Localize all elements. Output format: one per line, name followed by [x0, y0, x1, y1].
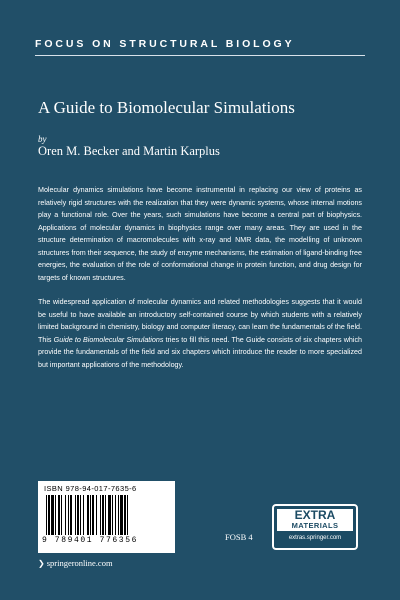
barcode-bar: [87, 495, 89, 535]
description-paragraph-2: [38, 296, 362, 371]
barcode-bar: [48, 495, 50, 535]
chevron-right-icon: ❯: [38, 559, 45, 568]
springer-link[interactable]: [38, 558, 113, 568]
barcode-digits: 9 789401 776356: [42, 536, 139, 545]
barcode-bar: [77, 495, 79, 535]
barcode-bar: [80, 495, 81, 535]
barcode-bar: [70, 495, 72, 535]
materials-word: MATERIALS: [291, 521, 339, 530]
description-paragraph-1: Molecular dynamics simulations have become instrumental in replacing our view of proteins as relatively rigid structures with the realization that they were dynamic systems, whose internal motions play a functional role. Over the years, such simulations have become a central part of biophysics. Applications of molecular dynamics in biophysics range over many areas. They are used in the structure determination of macromolecules with x-ray and NMR data, the modelling of unknown structures from their sequence, the study of enzyme mechanisms, the estimation of ligand-binding free energies, the evaluation of the role of conformational change in protein function, and drug design for targets of known structures.: [38, 186, 362, 282]
extras-url: extras.springer.com: [288, 535, 342, 541]
barcode-bar: [55, 495, 56, 535]
barcode-bar: [118, 495, 119, 535]
barcode: [38, 481, 175, 553]
isbn-label: ISBN 978-94-017-7635-6: [44, 484, 137, 493]
paragraph-2-text-a: The widespread application of molecular dynamics and related methodologies suggests that it would be useful to have available an introductory self-contained course by which students with a relatively limited background in chemistry, biology and computer literacy, can learn the fundamentals of the field. This: [38, 298, 362, 344]
barcode-bar: [102, 495, 104, 535]
barcode-bar: [127, 495, 128, 535]
by-label: by: [38, 134, 47, 144]
barcode-bar: [51, 495, 54, 535]
barcode-bar: [124, 495, 126, 535]
barcode-bars: [44, 495, 169, 537]
extra-materials-label: [277, 509, 353, 531]
barcode-bar: [58, 495, 60, 535]
barcode-bar: [68, 495, 69, 535]
barcode-bar: [83, 495, 84, 535]
fosb-code: FOSB 4: [225, 532, 253, 542]
barcode-bar: [65, 495, 66, 535]
paragraph-2-text-b: tries to fill this need. The Guide consists of six chapters which provide the fundamentals of the field and six chapters which introduce the reader to more specialized but important applications of the methodology.: [38, 335, 362, 369]
barcode-bar: [120, 495, 123, 535]
barcode-bar: [105, 495, 106, 535]
springer-url: springeronline.com: [46, 558, 113, 568]
barcode-bar: [115, 495, 116, 535]
series-rule: [35, 55, 365, 56]
extra-materials-badge[interactable]: [272, 504, 358, 550]
paragraph-2-italic-title: Guide to Biomolecular Simulations: [53, 335, 164, 344]
barcode-bar: [108, 495, 111, 535]
barcode-bar: [75, 495, 76, 535]
barcode-bar: [92, 495, 94, 535]
barcode-bar: [112, 495, 113, 535]
barcode-bar: [100, 495, 101, 535]
barcode-bar: [61, 495, 62, 535]
barcode-bar: [90, 495, 91, 535]
book-title: A Guide to Biomolecular Simulations: [38, 98, 295, 117]
series-name: FOCUS ON STRUCTURAL BIOLOGY: [35, 38, 295, 50]
extra-word: EXTRA: [294, 508, 336, 522]
authors: Oren M. Becker and Martin Karplus: [38, 144, 220, 158]
barcode-bar: [96, 495, 97, 535]
barcode-bar: [46, 495, 47, 535]
